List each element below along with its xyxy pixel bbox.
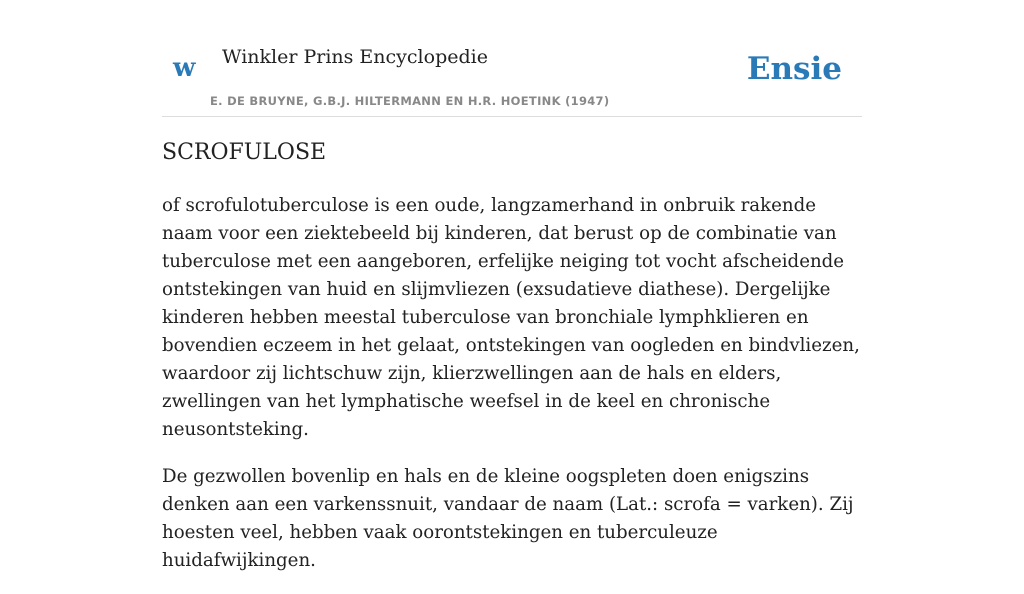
entry-headword: SCROFULOSE <box>162 140 327 165</box>
encyclopedia-title[interactable]: Winkler Prins Encyclopedie <box>222 46 488 68</box>
authors-line: E. DE BRUYNE, G.B.J. HILTERMANN EN H.R. HOETINK (1947) <box>210 94 610 108</box>
winkler-prins-logo[interactable]: w <box>173 53 196 83</box>
entry-paragraph-1: of scrofulotuberculose is een oude, langzamerhand in onbruik rakende naam voor een ziektebeeld bij kinderen, dat berust op de combinatie van tuberculose met een aangeboren, erfelijke neiging tot vocht afscheidende ontstekingen van huid en slijmvliezen (exsudatieve diathese). Dergelijke kinderen hebben meestal tuberculose van bronchiale lymphklieren en bovendien eczeem in het gelaat, ontstekingen van oogleden en bindvliezen, waardoor zij lichtschuw zijn, klierzwellingen aan de hals en elders, zwellingen van het lymphatische weefsel in de keel en chronische neusontsteking. <box>162 195 860 440</box>
entry-body <box>162 192 862 594</box>
entry-paragraph-2: De gezwollen bovenlip en hals en de kleine oogspleten doen enigszins denken aan een varkenssnuit, vandaar de naam (Lat.: scrofa = varken). Zij hoesten veel, hebben vaak oorontstekingen en tuberculeuze huidafwijkingen. <box>162 466 854 571</box>
ensie-logo[interactable]: Ensie <box>746 51 842 87</box>
site-header <box>162 36 862 117</box>
